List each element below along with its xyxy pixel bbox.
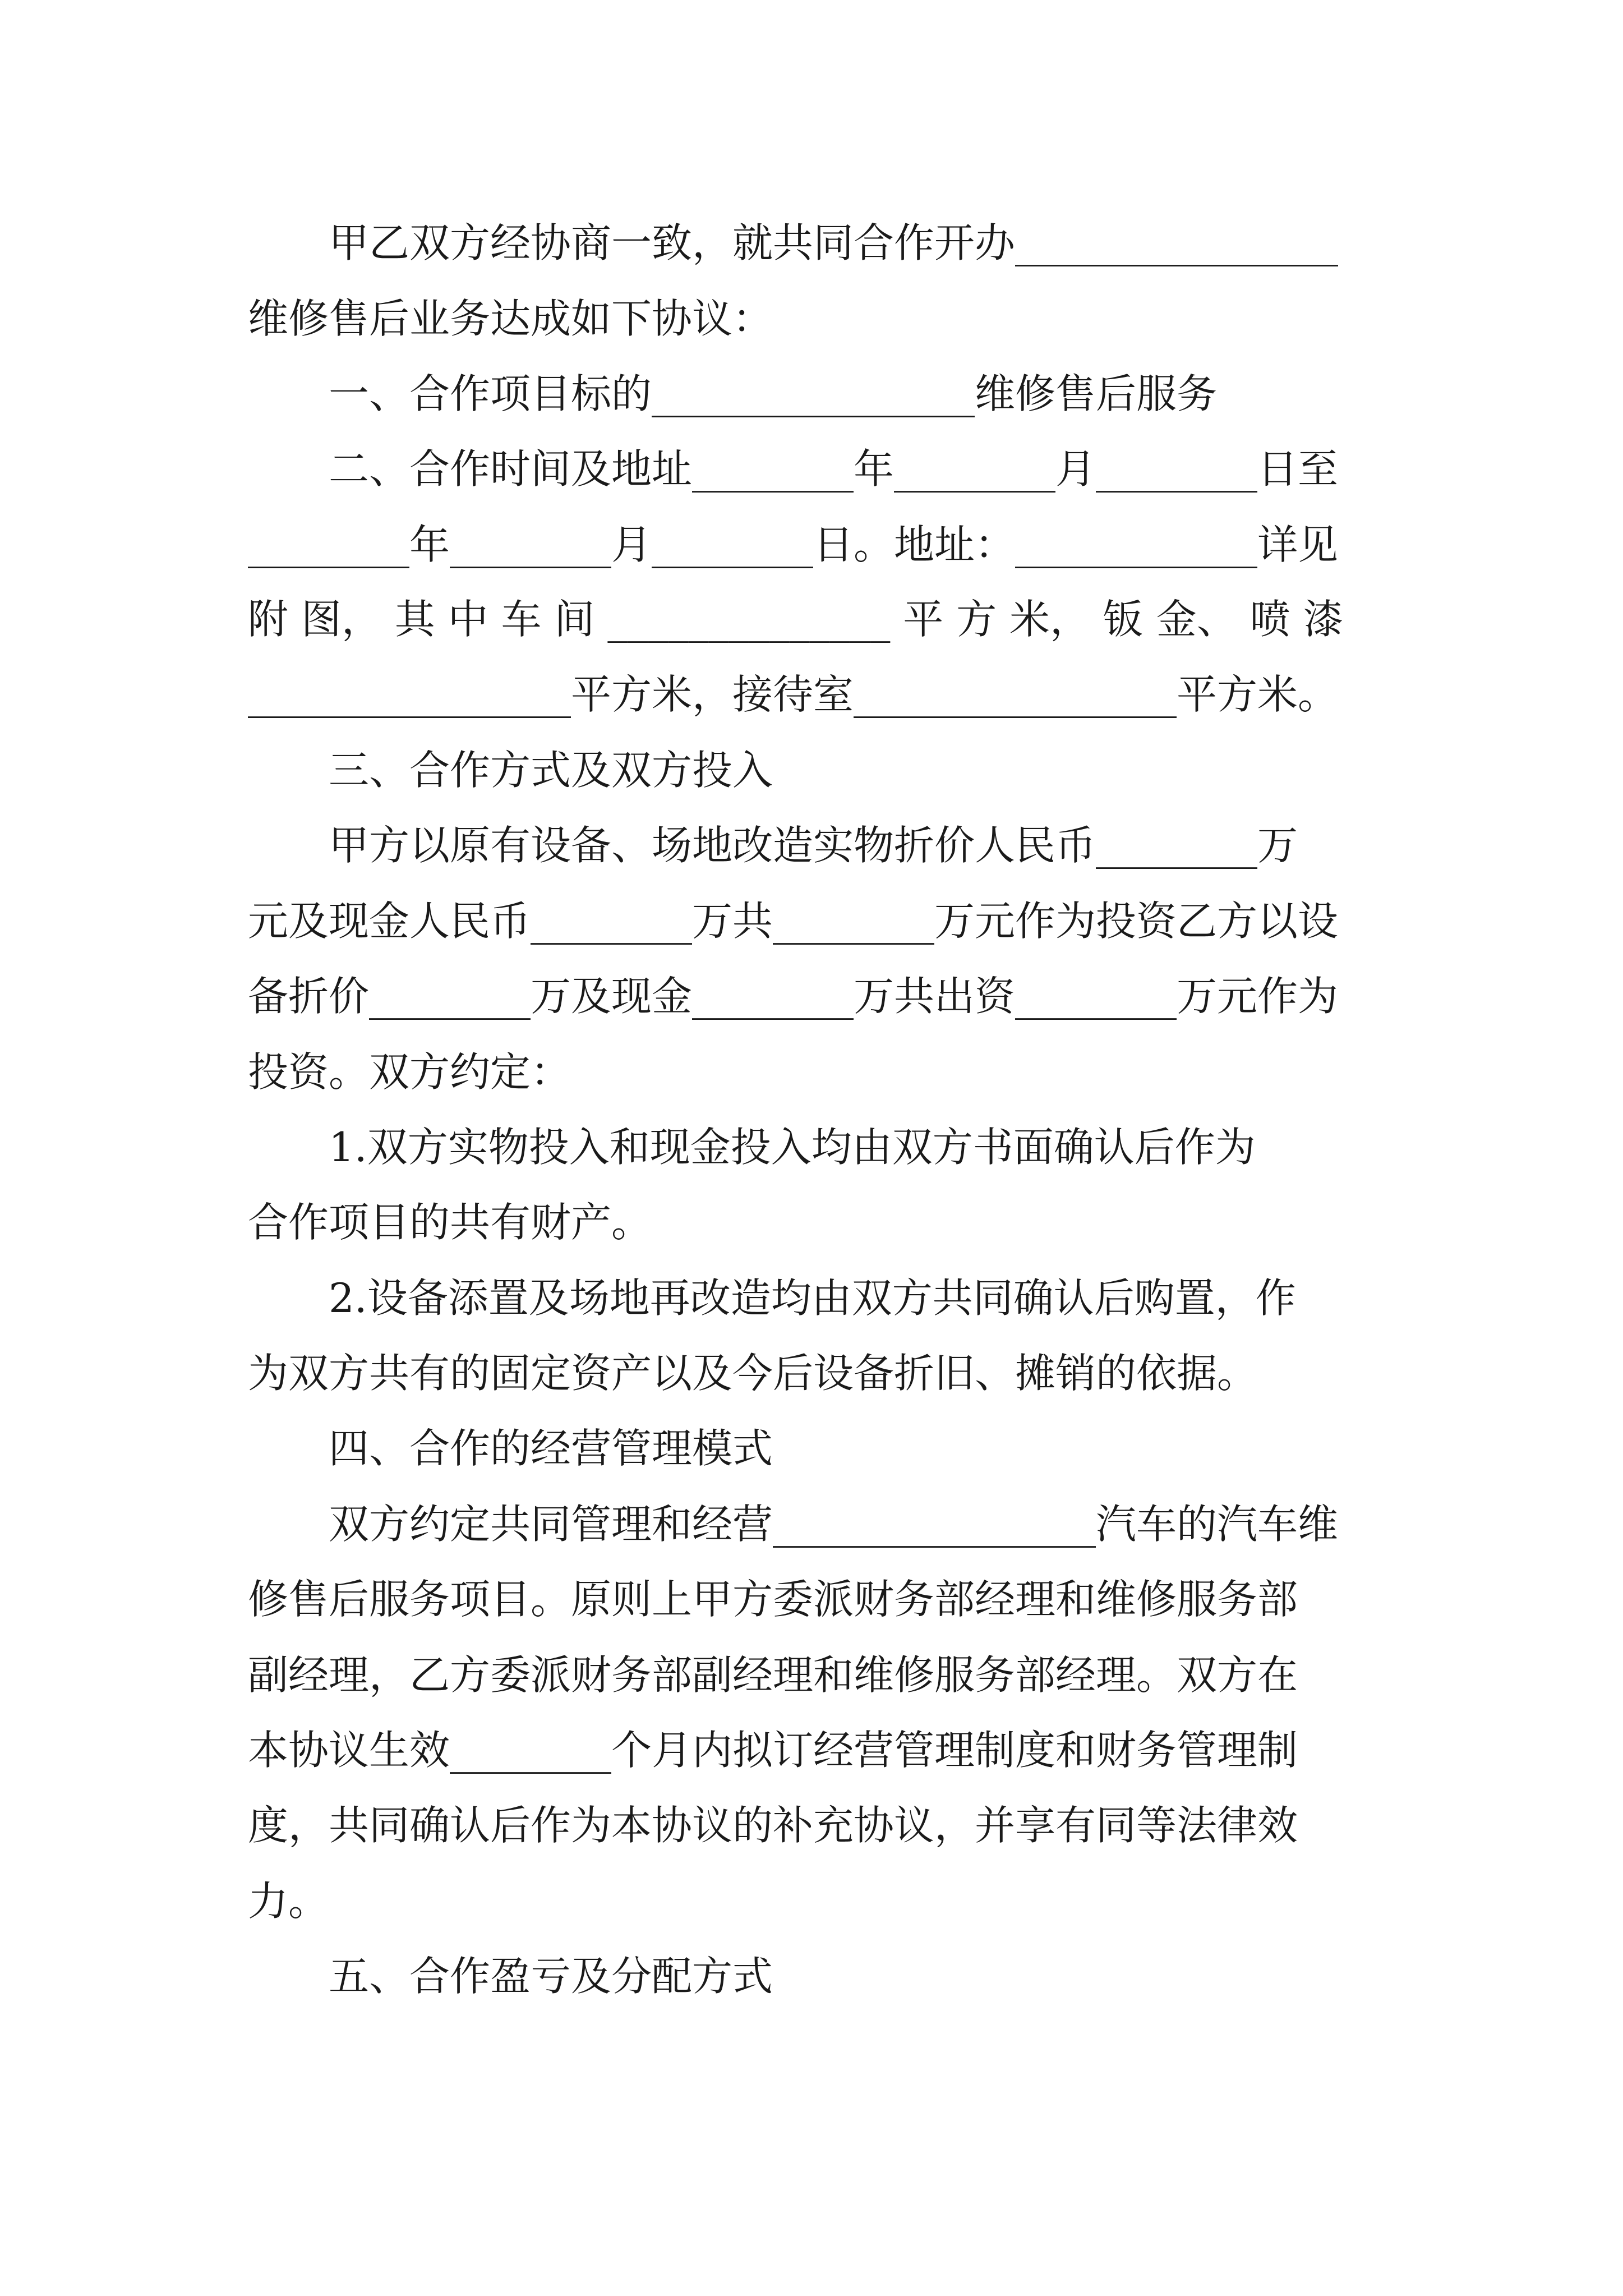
- paragraph-line: 合作项目的共有财产。: [248, 1199, 652, 1246]
- section-heading: 三、合作方式及双方投入: [329, 747, 773, 794]
- paragraph-line: 甲方以原有设备、场地改造实物折价人民币________万: [329, 822, 1298, 869]
- paragraph-line: 元及现金人民币________万共________万元作为投资乙方以设: [248, 898, 1339, 945]
- section-heading: 二、合作时间及地址________年________月________日至: [329, 445, 1339, 493]
- paragraph-line: 本协议生效________个月内拟订经营管理制度和财务管理制: [248, 1727, 1298, 1774]
- paragraph-line: 投资。双方约定：: [248, 1048, 571, 1096]
- list-item: 2.设备添置及场地再改造均由双方共同确认后购置，作: [329, 1274, 1296, 1322]
- paragraph-line: 备折价________万及现金________万共出资________万元作为: [248, 973, 1339, 1020]
- paragraph-line: 修售后服务项目。原则上甲方委派财务部经理和维修服务部: [248, 1576, 1298, 1623]
- paragraph-line: 度，共同确认后作为本协议的补充协议，并享有同等法律效: [248, 1802, 1298, 1849]
- paragraph-line: 附 图， 其 中 车 间 ______________ 平 方 米， 钣 金、 喷 漆: [248, 596, 1344, 643]
- section-heading: 四、合作的经营管理模式: [329, 1425, 773, 1472]
- section-heading: 一、合作项目标的________________维修售后服务: [329, 370, 1218, 417]
- section-heading: 五、合作盈亏及分配方式: [329, 1953, 773, 2000]
- paragraph-line: 力。: [248, 1878, 329, 1925]
- paragraph-line: 双方约定共同管理和经营________________汽车的汽车维: [329, 1501, 1339, 1548]
- paragraph-line: 甲乙双方经协商一致，就共同合作开办________________: [329, 219, 1339, 266]
- paragraph-line: 副经理，乙方委派财务部副经理和维修服务部经理。双方在: [248, 1651, 1298, 1699]
- paragraph-line: 维修售后业务达成如下协议：: [248, 295, 773, 342]
- paragraph-line: ________年________月________日。地址：____________详见: [248, 521, 1339, 568]
- list-item: 1.双方实物投入和现金投入均由双方书面确认后作为: [329, 1124, 1256, 1171]
- paragraph-line: 为双方共有的固定资产以及今后设备折旧、摊销的依据。: [248, 1350, 1258, 1397]
- paragraph-line: ________________平方米，接待室________________平方米。: [248, 671, 1339, 718]
